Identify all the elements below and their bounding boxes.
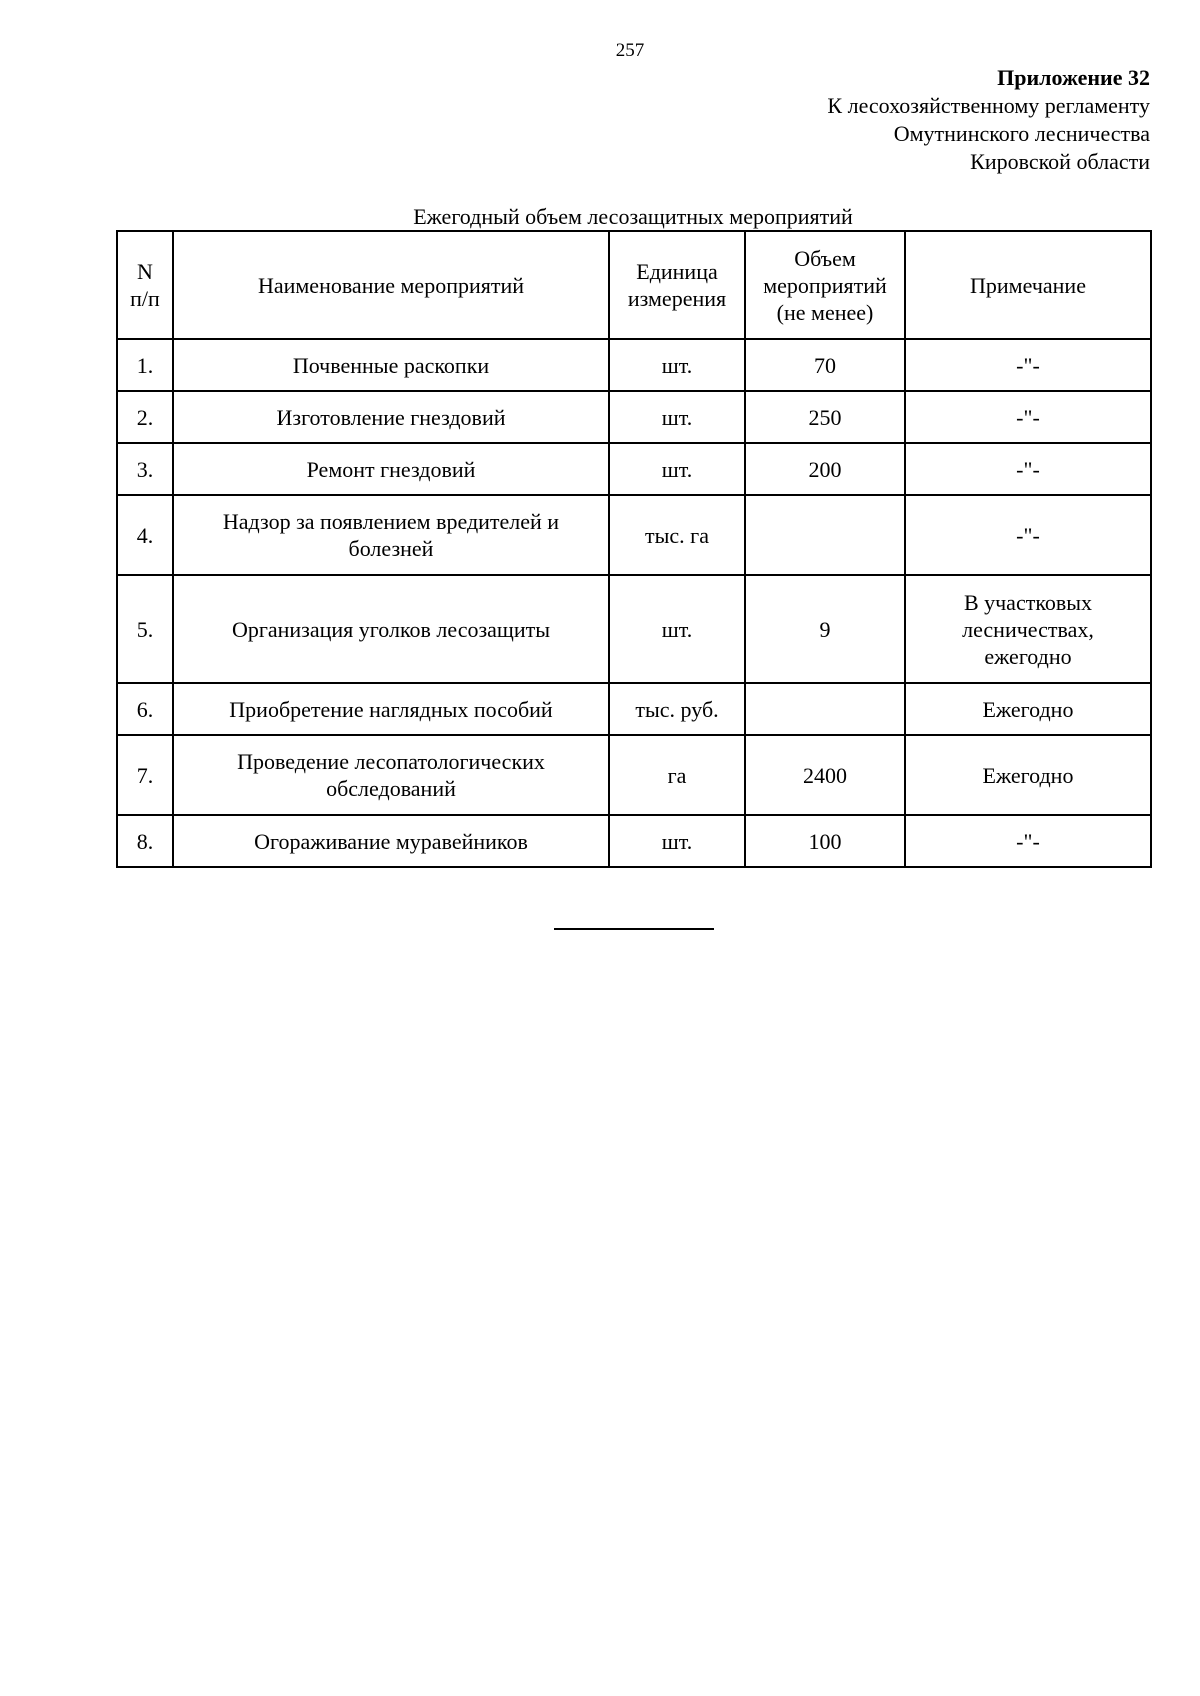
cell-number: 3. bbox=[117, 443, 173, 495]
cell-note bbox=[905, 339, 1151, 391]
cell-name bbox=[173, 391, 609, 443]
cell-name bbox=[173, 495, 609, 575]
header-unit-line-1: Единица bbox=[636, 259, 718, 284]
cell-name bbox=[173, 339, 609, 391]
cell-note bbox=[905, 735, 1151, 815]
cell-number: 5. bbox=[117, 575, 173, 683]
header-note bbox=[905, 231, 1151, 339]
cell-number: 1. bbox=[117, 339, 173, 391]
header-unit bbox=[609, 231, 745, 339]
cell-note-line-1: -"- bbox=[1016, 522, 1040, 548]
appendix-title: Приложение 32 bbox=[997, 65, 1150, 90]
cell-note-line-1: -"- bbox=[1016, 456, 1040, 482]
header-number bbox=[117, 231, 173, 339]
cell-note bbox=[905, 391, 1151, 443]
table-row bbox=[117, 735, 1151, 815]
table-row bbox=[117, 443, 1151, 495]
cell-volume: 70 bbox=[745, 339, 905, 391]
cell-name-line-1: Проведение лесопатологических bbox=[237, 749, 545, 774]
header-number-line-1: N bbox=[137, 259, 153, 284]
cell-unit: га bbox=[609, 735, 745, 815]
cell-number: 7. bbox=[117, 735, 173, 815]
header-name-text: Наименование мероприятий bbox=[257, 272, 525, 298]
table-row bbox=[117, 815, 1151, 867]
cell-volume: 100 bbox=[745, 815, 905, 867]
cell-volume bbox=[745, 495, 905, 575]
cell-note-line-1: Ежегодно bbox=[982, 762, 1074, 788]
cell-name-line-1: Огораживание муравейников bbox=[254, 828, 528, 854]
cell-number: 4. bbox=[117, 495, 173, 575]
cell-note-line-1: Ежегодно bbox=[982, 696, 1074, 722]
table-row bbox=[117, 575, 1151, 683]
cell-volume: 2400 bbox=[745, 735, 905, 815]
cell-note-line-1: -"- bbox=[1016, 828, 1040, 854]
cell-name bbox=[173, 443, 609, 495]
cell-volume: 250 bbox=[745, 391, 905, 443]
cell-volume: 9 bbox=[745, 575, 905, 683]
appendix-line-1: К лесохозяйственному регламенту bbox=[827, 93, 1150, 118]
cell-unit: шт. bbox=[609, 815, 745, 867]
cell-name-line-1: Приобретение наглядных пособий bbox=[229, 696, 553, 722]
cell-note bbox=[905, 443, 1151, 495]
cell-name bbox=[173, 683, 609, 735]
table-caption: Ежегодный объем лесозащитных мероприятий bbox=[413, 204, 853, 229]
cell-name-line-1: Ремонт гнездовий bbox=[306, 456, 476, 482]
appendix-line-2: Омутнинского лесничества bbox=[893, 121, 1150, 146]
cell-name-line-1: Организация уголков лесозащиты bbox=[231, 616, 551, 642]
measures-table bbox=[116, 230, 1152, 868]
cell-name-line-1: Изготовление гнездовий bbox=[276, 404, 506, 430]
closing-divider bbox=[554, 928, 714, 930]
cell-note bbox=[905, 575, 1151, 683]
cell-note-line-2: лесничествах, bbox=[962, 616, 1094, 642]
header-volume-line-1: Объем bbox=[794, 245, 856, 271]
cell-unit: тыс. руб. bbox=[609, 683, 745, 735]
cell-name-line-1: Надзор за появлением вредителей и bbox=[222, 509, 560, 534]
cell-number: 6. bbox=[117, 683, 173, 735]
cell-note bbox=[905, 495, 1151, 575]
header-volume-line-3: (не менее) bbox=[776, 299, 874, 325]
cell-note-line-1: -"- bbox=[1016, 352, 1040, 378]
page-number: 257 bbox=[615, 40, 645, 61]
cell-name-line-1: Почвенные раскопки bbox=[292, 352, 490, 378]
table-row bbox=[117, 495, 1151, 575]
header-unit-line-2: измерения bbox=[627, 286, 727, 311]
cell-unit: шт. bbox=[609, 339, 745, 391]
cell-note bbox=[905, 815, 1151, 867]
cell-unit: шт. bbox=[609, 391, 745, 443]
cell-volume: 200 bbox=[745, 443, 905, 495]
cell-name bbox=[173, 815, 609, 867]
cell-unit: шт. bbox=[609, 443, 745, 495]
cell-number: 8. bbox=[117, 815, 173, 867]
table-row bbox=[117, 683, 1151, 735]
cell-unit: шт. bbox=[609, 575, 745, 683]
cell-volume bbox=[745, 683, 905, 735]
header-number-line-2: п/п bbox=[130, 286, 160, 311]
cell-name bbox=[173, 735, 609, 815]
table-row bbox=[117, 339, 1151, 391]
cell-note-line-1: -"- bbox=[1016, 404, 1040, 430]
cell-name-line-2: болезней bbox=[348, 536, 434, 561]
cell-name bbox=[173, 575, 609, 683]
header-note-text: Примечание bbox=[970, 272, 1086, 298]
table-row bbox=[117, 391, 1151, 443]
cell-note bbox=[905, 683, 1151, 735]
table-header-row bbox=[117, 231, 1151, 339]
cell-unit: тыс. га bbox=[609, 495, 745, 575]
cell-name-line-2: обследований bbox=[326, 776, 456, 801]
cell-note-line-1: В участковых bbox=[963, 589, 1093, 615]
header-volume-line-2: мероприятий bbox=[763, 272, 887, 298]
appendix-header bbox=[827, 64, 1150, 176]
header-name bbox=[173, 231, 609, 339]
appendix-line-3: Кировской области bbox=[970, 149, 1150, 174]
cell-number: 2. bbox=[117, 391, 173, 443]
cell-note-line-3: ежегодно bbox=[984, 643, 1072, 669]
header-volume bbox=[745, 231, 905, 339]
